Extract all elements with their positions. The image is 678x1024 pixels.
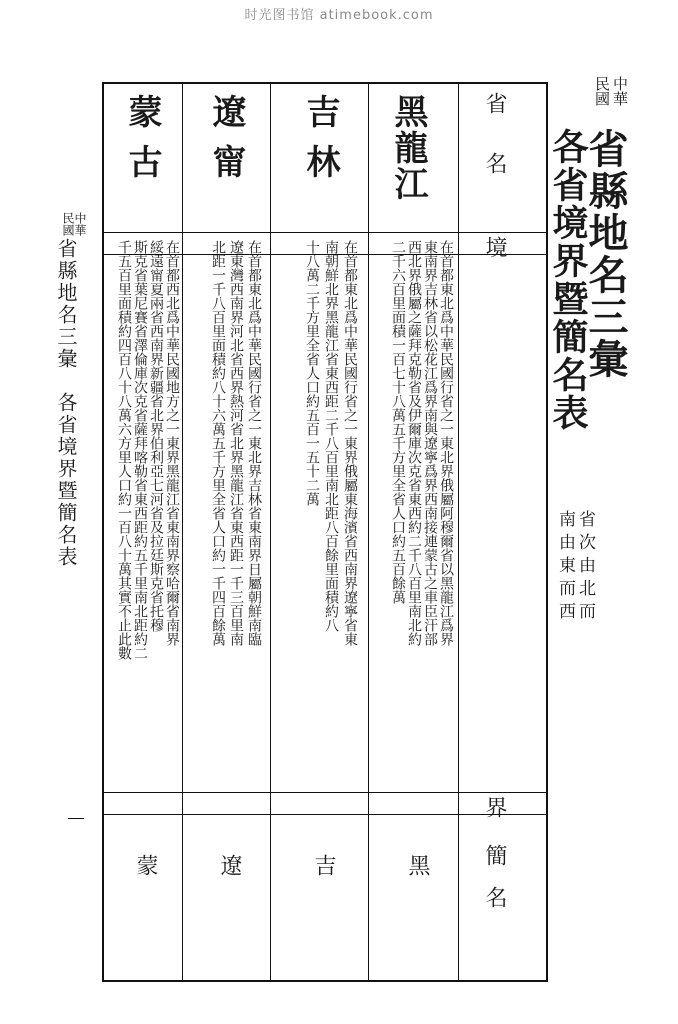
column-divider	[458, 84, 459, 980]
watermark: 时光图书馆 atimebook.com	[244, 8, 434, 23]
province-name: 黑龍江	[388, 94, 428, 202]
province-description-line: 斯克省葉尼賽省澤倫庫次克省薩拜喀勒省東西距約五千里南北距約二	[132, 240, 148, 660]
province-abbreviation: 遼	[217, 854, 242, 876]
province-abbreviation: 吉	[311, 854, 336, 876]
row-divider	[104, 792, 546, 793]
province-name: 蒙古	[122, 94, 162, 194]
column-divider	[182, 84, 183, 980]
province-description-line: 十八萬二千方里全省人口約五百一五十二萬	[304, 240, 320, 506]
column-divider	[368, 84, 369, 980]
row-divider	[104, 232, 546, 233]
province-description-line: 在首都東北爲中華民國行省之一東界俄屬東海濱省西南界遼寧省東	[342, 240, 358, 646]
table-title: 各省境界暨簡名表	[547, 128, 589, 432]
header-abbreviation: 簡名	[482, 844, 507, 928]
province-description-line: 綏遠甯夏兩省西南界新疆省北界伯利亞七河省及拉廷斯克省托穆	[148, 240, 164, 632]
province-description-line: 二千六百里面積一百七十八萬五千方里全省人口約五百餘萬	[390, 240, 406, 604]
province-description-line: 西北界俄屬之薩拜克勒省及伊爾庫次克省東西約二千八百里南北約	[406, 240, 422, 646]
province-name: 吉林	[300, 94, 340, 194]
province-description-line: 遼東灣西南界河北省西界熱河省北界黑龍江省東西距一千三百里南	[228, 240, 244, 646]
province-description-line: 在首都東北爲中華民國行省之一東北界俄屬阿穆爾省以黑龍江爲界	[438, 240, 454, 646]
page-number-mark	[68, 818, 84, 819]
margin-publisher-line-2: 民國	[61, 212, 75, 236]
header-boundary-bottom: 界	[482, 796, 507, 818]
province-name: 遼甯	[206, 94, 246, 194]
publisher-line-2: 民國	[593, 76, 611, 106]
book-title: 省縣地名三彙	[582, 128, 629, 380]
province-description-line: 千五百里面積約四百八十八萬六方里人口約一百八十萬其實不止此數	[116, 240, 132, 660]
boundary-table	[102, 82, 548, 982]
ordering-note-line-2: 南由東而西	[555, 510, 575, 625]
province-abbreviation: 蒙	[133, 854, 158, 876]
header-province-name: 省名	[482, 92, 507, 212]
province-description-line: 在首都西北爲中華民國地方之一東界黑龍江省東南界察哈爾省南界	[164, 240, 180, 646]
province-description-line: 在首都東北爲中華民國行省之一東北界吉林省東南界日屬朝鮮南臨	[246, 240, 262, 646]
margin-publisher-line-1: 中華	[73, 212, 87, 236]
ordering-note-line-1: 省次由北而	[575, 510, 595, 625]
column-divider	[270, 84, 271, 980]
publisher-line-1: 中華	[611, 76, 629, 106]
province-abbreviation: 黑	[405, 854, 430, 876]
margin-spine-title: 省縣地名三彙 各省境界暨簡名表	[54, 238, 78, 568]
header-boundary-top: 境	[482, 236, 507, 258]
province-description-line: 北距一千八百里面積約八十六萬五千方里全省人口約一千四百餘萬	[210, 240, 226, 646]
province-description-line: 南朝鮮北界黑龍江省東西距二千八百里南北距八百餘里面積約八	[323, 240, 339, 632]
province-description-line: 東南界吉林省以松花江爲界南與遼寧爲界西南接連蒙古之車臣汗部	[422, 240, 438, 646]
